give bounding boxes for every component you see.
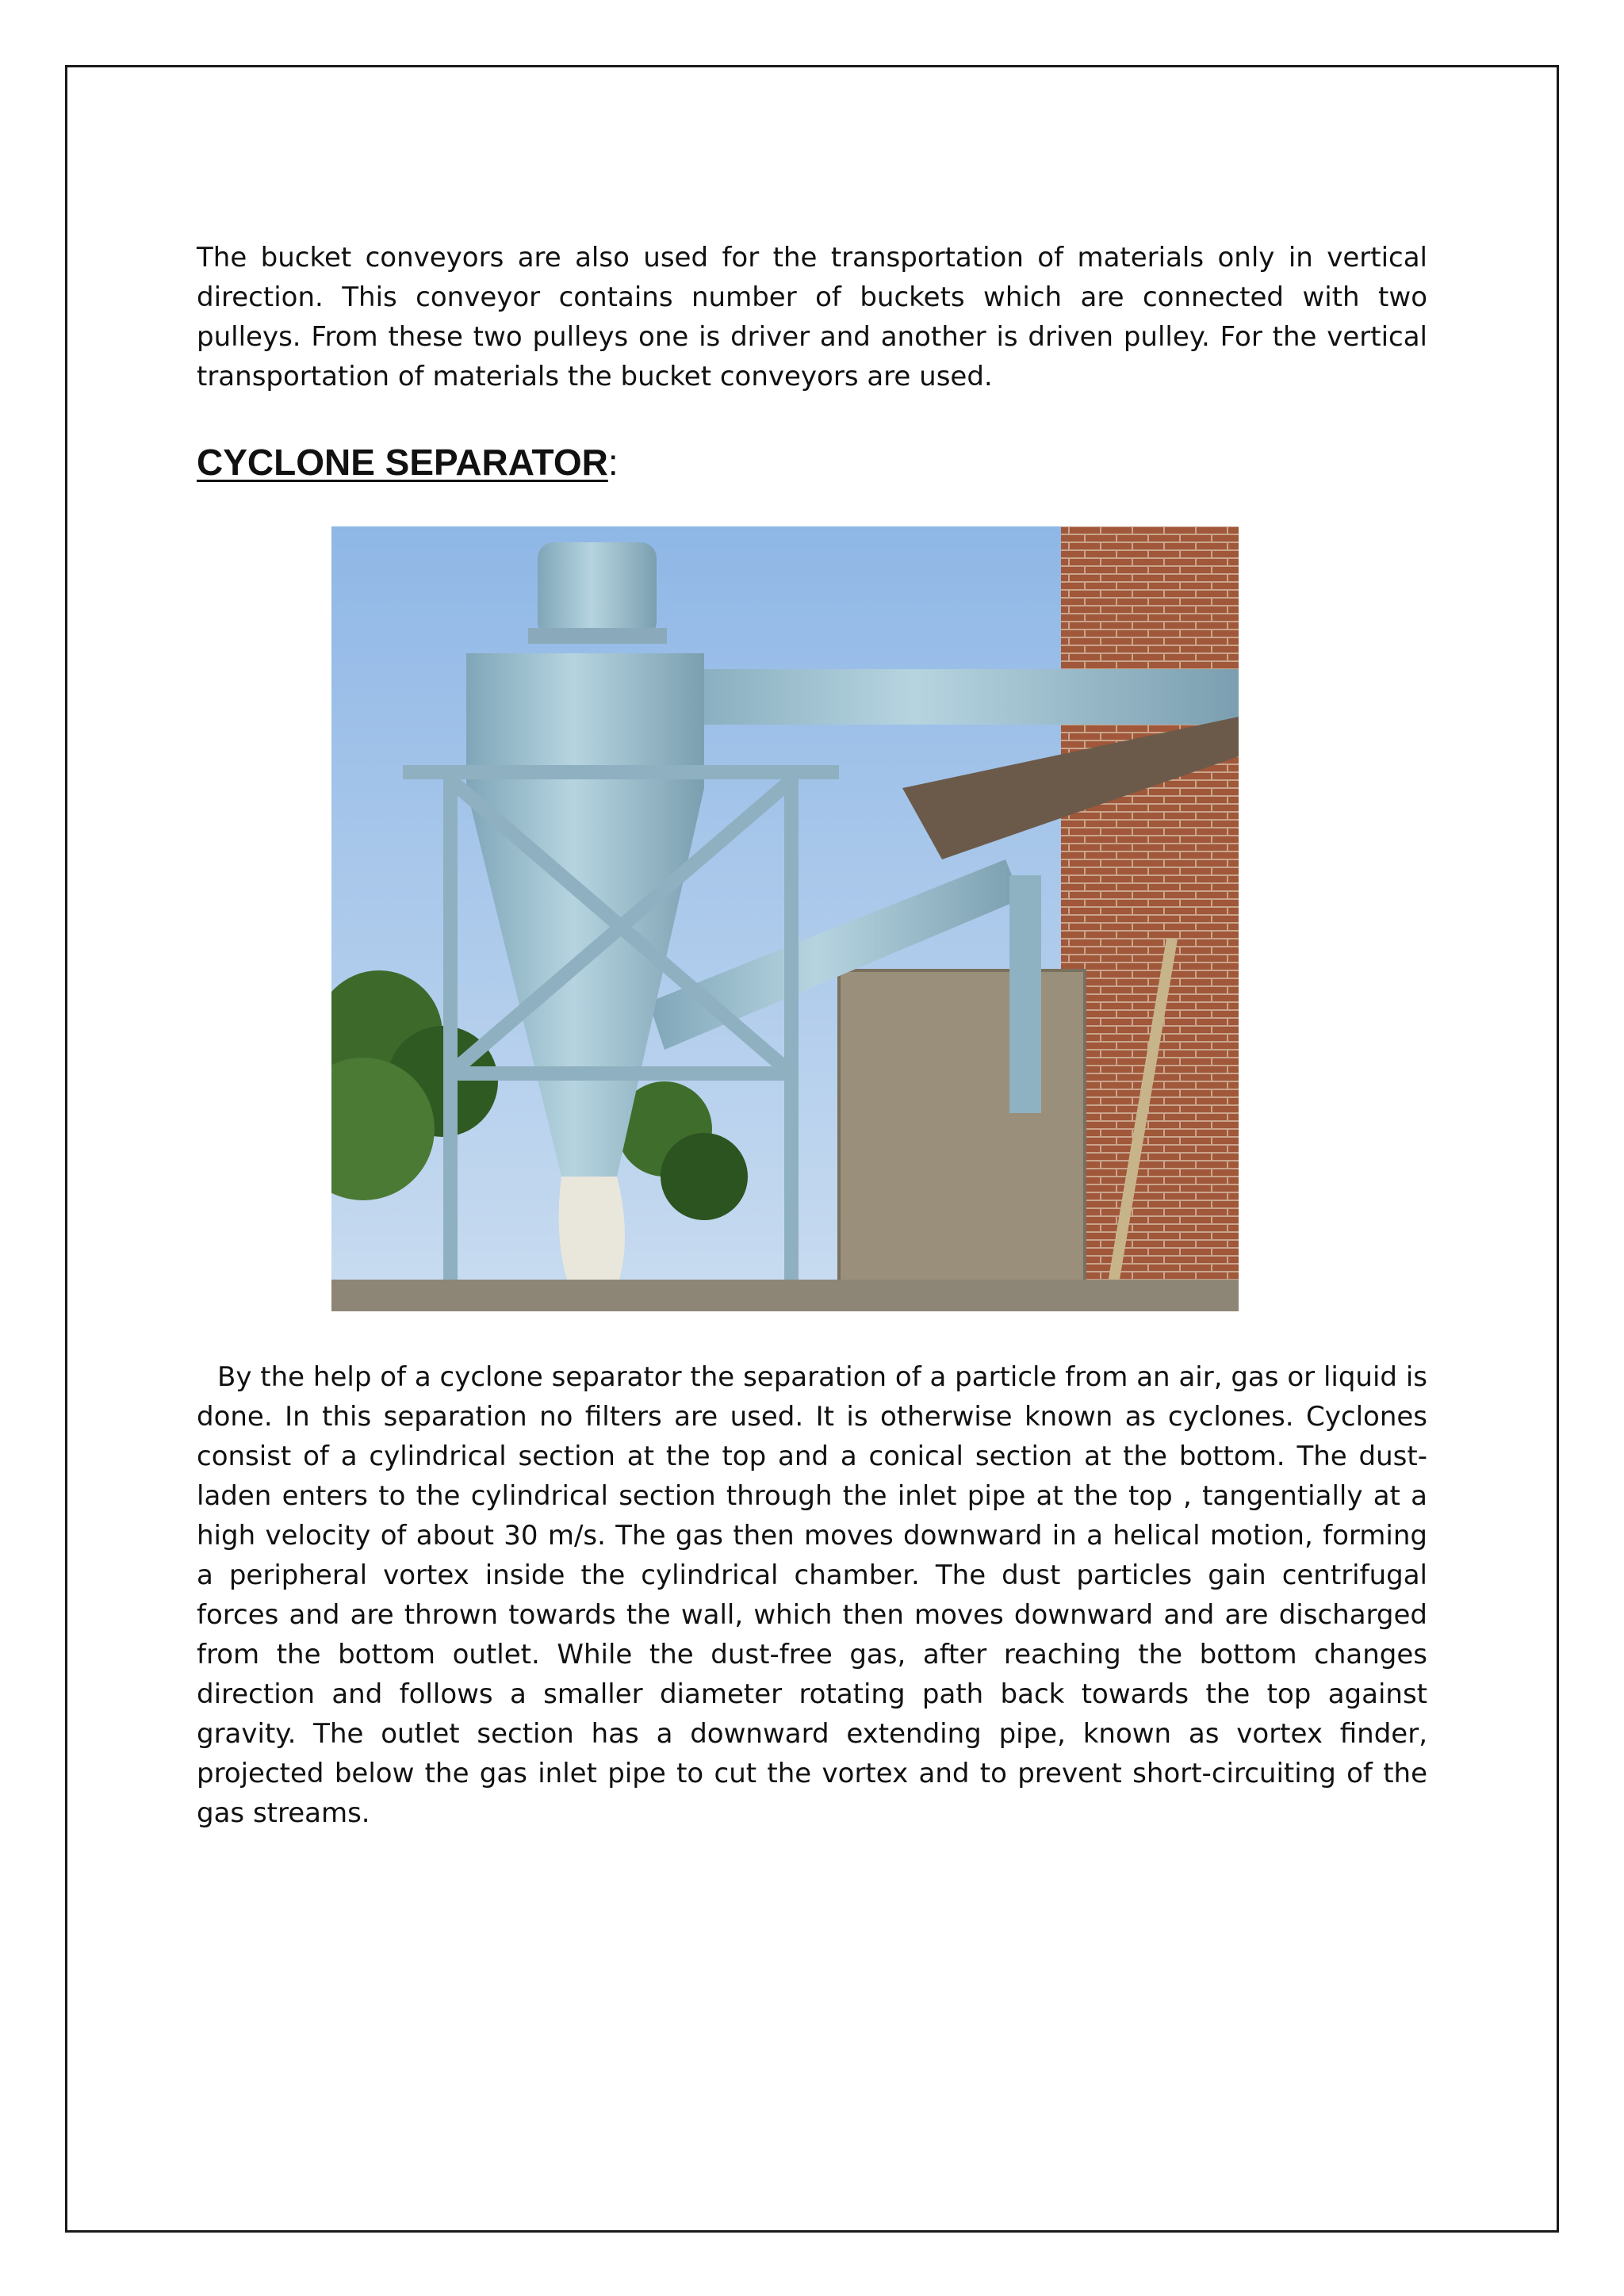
cyclone-separator-photo [331, 526, 1239, 1311]
top-duct [649, 669, 1239, 725]
paragraph-bucket-conveyors: The bucket conveyors are also used for the transportation of materials only in vertical direction. This conveyor contains number of buckets which are connected with two pulleys. From these two pulleys one is driver and another is driven pulley. For the vertical transportation of materials the bucket conveyors are used. [197, 242, 1427, 392]
brick-chimney [1061, 526, 1239, 1311]
section-heading [197, 434, 619, 490]
paragraph-cyclone-description: By the help of a cyclone separator the separation of a particle from an air, gas or liquid is done. In this separation no filters are used. It is otherwise known as cyclones. Cyclones consist of a cylindrical section at the top and a conical section at the bottom. The dust-laden enters to the cylindrical section through the inlet pipe at the top , tangentially at a high velocity of about 30 m/s. The gas then moves downward in a helical motion, forming a peripheral vortex inside the cylindrical chamber. The dust particles gain centrifugal forces and are thrown towards the wall, which then moves downward and are discharged from the bottom outlet. While the dust-free gas, after reaching the bottom changes direction and follows a smaller diameter rotating path back towards the top against gravity. The outlet section has a downward extending pipe, known as vortex finder, projected below the gas inlet pipe to cut the vortex and to prevent short-circuiting of the gas streams. [197, 1361, 1427, 1829]
section-heading-text: CYCLONE SEPARATOR [197, 442, 608, 483]
dust-bag [559, 1177, 625, 1288]
section-heading-colon: : [607, 442, 619, 483]
concrete-block [839, 970, 1085, 1311]
outlet-cap [538, 542, 657, 637]
ground [331, 1280, 1239, 1311]
